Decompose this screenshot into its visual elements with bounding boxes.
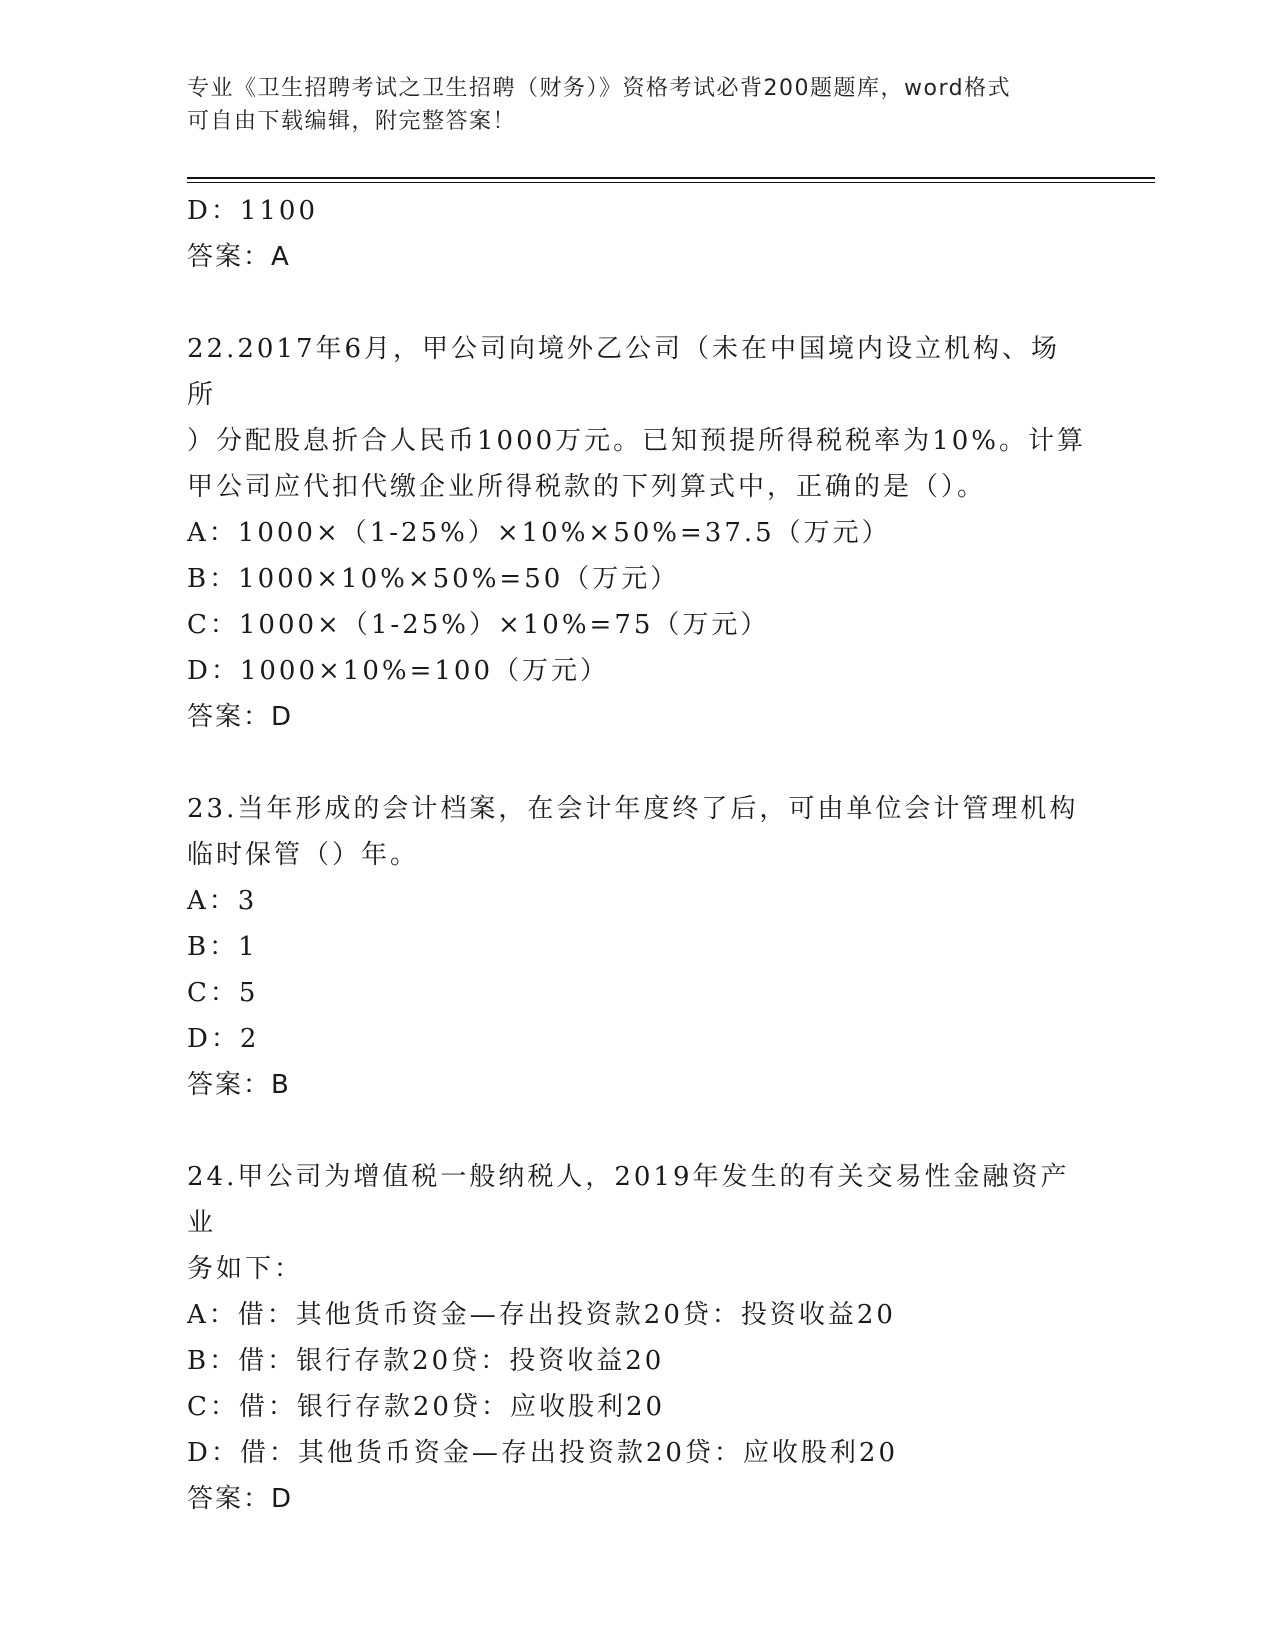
question-stem-line: 甲公司应代扣代缴企业所得税款的下列算式中，正确的是（）。 bbox=[187, 472, 987, 502]
option-d: D：1000×10%=100（万元） bbox=[187, 656, 609, 686]
option-b: B：借：银行存款20贷：投资收益20 bbox=[187, 1346, 665, 1376]
answer-line: 答案：D bbox=[187, 1484, 294, 1514]
option-b: B：1000×10%×50%=50（万元） bbox=[187, 564, 680, 594]
option-a: A：3 bbox=[187, 886, 258, 916]
header-title-line-1: 专业《卫生招聘考试之卫生招聘（财务）》资格考试必背200题题库，word格式 bbox=[187, 76, 1012, 101]
option-c: C：5 bbox=[187, 978, 259, 1008]
header-divider-thin bbox=[187, 182, 1155, 183]
header-title-line-2: 可自由下载编辑，附完整答案！ bbox=[187, 109, 517, 134]
option-a: A：1000×（1-25%）×10%×50%=37.5（万元） bbox=[187, 518, 891, 548]
question-24 bbox=[187, 1154, 1087, 1522]
answer-line: 答案：D bbox=[187, 702, 294, 732]
question-23 bbox=[187, 786, 1087, 1108]
document-header bbox=[187, 72, 1067, 138]
question-stem-line: ）分配股息折合人民币1000万元。已知预提所得税税率为10%。计算 bbox=[187, 426, 1086, 456]
option-a: A：借：其他货币资金—存出投资款20贷：投资收益20 bbox=[187, 1300, 896, 1330]
question-stem-line: 临时保管（）年。 bbox=[187, 840, 420, 870]
question-stem-line: 23.当年形成的会计档案，在会计年度终了后，可由单位会计管理机构 bbox=[187, 794, 1079, 824]
question-stem-line: 24.甲公司为增值税一般纳税人，2019年发生的有关交易性金融资产业 bbox=[187, 1162, 1070, 1238]
question-list bbox=[187, 188, 1087, 1522]
header-divider-thick bbox=[187, 177, 1155, 179]
answer-line: 答案：A bbox=[187, 242, 291, 272]
option-d: D：借：其他货币资金—存出投资款20贷：应收股利20 bbox=[187, 1438, 899, 1468]
answer-line: 答案：B bbox=[187, 1070, 291, 1100]
question-22 bbox=[187, 326, 1087, 740]
option-d: D：1100 bbox=[187, 196, 319, 226]
question-stem-line: 务如下： bbox=[187, 1254, 304, 1284]
option-d: D：2 bbox=[187, 1024, 260, 1054]
option-b: B：1 bbox=[187, 932, 258, 962]
option-c: C：借：银行存款20贷：应收股利20 bbox=[187, 1392, 666, 1422]
option-c: C：1000×（1-25%）×10%=75（万元） bbox=[187, 610, 770, 640]
question-21-tail bbox=[187, 188, 1087, 280]
question-stem-line: 22.2017年6月，甲公司向境外乙公司（未在中国境内设立机构、场所 bbox=[187, 334, 1061, 410]
